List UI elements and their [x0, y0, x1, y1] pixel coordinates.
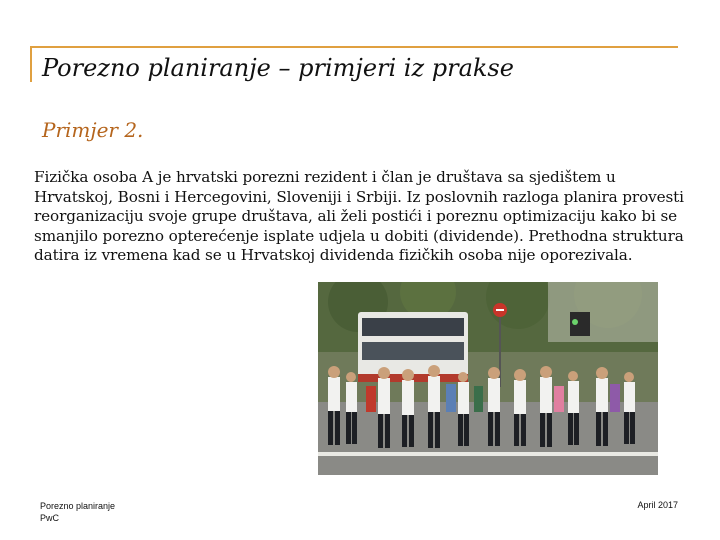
title-frame-top-line [30, 46, 678, 48]
street-crowd-photo [318, 282, 658, 475]
slide-subtitle: Primjer 2. [42, 118, 144, 142]
footer-company: PwC [40, 513, 60, 523]
footer-left [40, 500, 115, 524]
footer-date: April 2017 [637, 500, 678, 510]
footer-presentation-name: Porezno planiranje [40, 501, 116, 511]
slide-body-text: Fizička osoba A je hrvatski porezni rezident i član je društava sa sjedištem u Hrvatskoj, Bosni i Hercegovini, Sloveniji i Srbiji. Iz poslovnih razloga planira provesti reorganizaciju svoje grupe društava, ali želi postići i poreznu optimizaciju kako bi se smanjilo porezno opterećenje isplate udjela u dobiti (dividende). Prethodna struktura datira iz vremena kad se u Hrvatskoj dividenda fizičkih osoba nije oporezivala. [34, 168, 684, 264]
slide-title: Porezno planiranje – primjeri iz prakse [42, 54, 514, 82]
title-frame-left-line [30, 46, 32, 82]
